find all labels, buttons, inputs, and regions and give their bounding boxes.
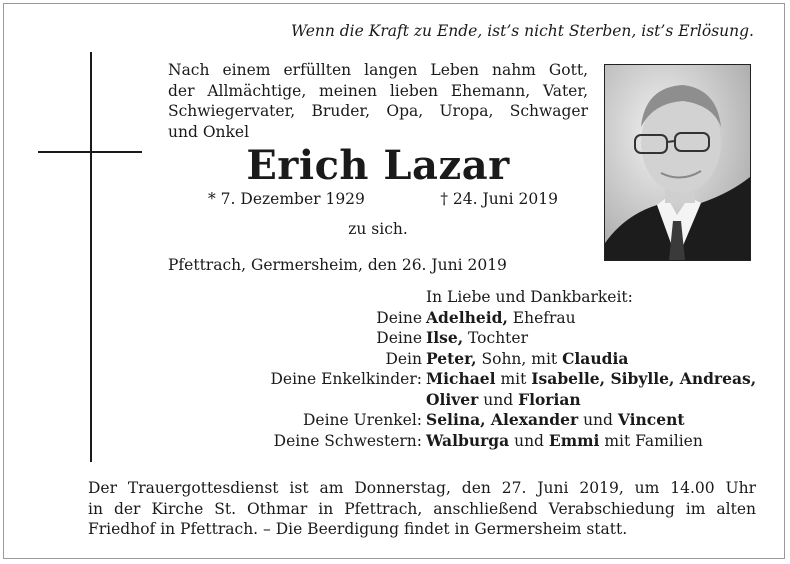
signer-row (230, 369, 770, 390)
signer-relation: Deine Enkelkinder: (270, 370, 422, 388)
signer-names (426, 390, 770, 411)
intro-line: und Onkel (168, 122, 250, 141)
signer-text: und (509, 431, 549, 450)
death-date: † 24. Juni 2019 (440, 190, 558, 208)
service-line: Der Trauergottesdienst ist am Donnerstag, den 27. Juni 2019, um 14.00 Uhr (88, 479, 756, 497)
motto: Wenn die Kraft zu Ende, ist’s nicht Sterben, ist’s Erlösung. (291, 22, 754, 40)
signer-name: Isabelle, Sibylle, Andreas, (531, 369, 757, 388)
zu-sich-text: zu sich. (348, 220, 408, 238)
place-date: Pfettrach, Germersheim, den 26. Juni 2019 (168, 256, 507, 274)
service-line: in der Kirche St. Othmar in Pfettrach, anschließend Verabschiedung im alten (88, 499, 756, 518)
signer-name: Michael (426, 369, 496, 388)
signer-row (230, 328, 770, 349)
signers-block (230, 287, 770, 451)
life-dates (208, 190, 558, 208)
signers-heading: In Liebe und Dankbarkeit: (426, 288, 633, 306)
signer-relation: Dein (385, 349, 422, 368)
signer-names (426, 431, 770, 452)
signer-names (426, 328, 770, 349)
intro-text (168, 60, 588, 142)
signer-row (230, 390, 770, 411)
service-line: Friedhof in Pfettrach. – Die Beerdigung findet in Germersheim statt. (88, 520, 628, 538)
deceased-name: Erich Lazar (246, 142, 510, 189)
signer-text: mit Familien (599, 431, 703, 450)
signer-text: und (478, 390, 519, 409)
intro-line: der Allmächtige, meinen lieben Ehemann, Vater, (168, 81, 588, 100)
signer-name: Emmi (548, 430, 600, 450)
signer-relation (230, 390, 426, 411)
signer-text: Tochter (463, 329, 528, 347)
signer-name: Claudia (562, 348, 629, 368)
signer-relation: Deine Urenkel: (302, 411, 422, 429)
signer-text: mit (495, 370, 532, 388)
signer-name: Ilse, (426, 328, 464, 347)
signer-name: Peter, (426, 348, 477, 368)
signer-row (230, 410, 770, 431)
signer-name: Oliver (426, 389, 479, 409)
service-text (88, 478, 756, 540)
birth-date: * 7. Dezember 1929 (208, 190, 365, 208)
signer-name: Adelheid, (426, 307, 508, 327)
cross-icon-bar (38, 151, 142, 153)
signer-text: Sohn, mit (476, 349, 563, 368)
signer-name: Walburga (426, 430, 510, 450)
signer-names (426, 410, 770, 431)
signer-name: Selina, Alexander (426, 410, 579, 429)
signer-row (230, 308, 770, 329)
signer-row (230, 431, 770, 452)
signer-names (426, 349, 770, 370)
signer-names (426, 308, 770, 329)
signer-relation: Deine (376, 329, 422, 347)
signer-text: und (578, 411, 618, 429)
cross-icon (90, 52, 92, 462)
signer-names (426, 369, 770, 390)
signer-row (230, 349, 770, 370)
signer-relation: Deine Schwestern: (273, 431, 422, 450)
signer-name: Vincent (617, 410, 685, 429)
signer-name: Florian (518, 389, 581, 409)
portrait-photo (604, 64, 751, 261)
signer-text: Ehefrau (507, 308, 576, 327)
signer-relation: Deine (376, 308, 422, 327)
intro-line: Schwiegervater, Bruder, Opa, Uropa, Schwager (168, 102, 588, 120)
intro-line: Nach einem erfüllten langen Leben nahm Gott, (168, 61, 588, 79)
